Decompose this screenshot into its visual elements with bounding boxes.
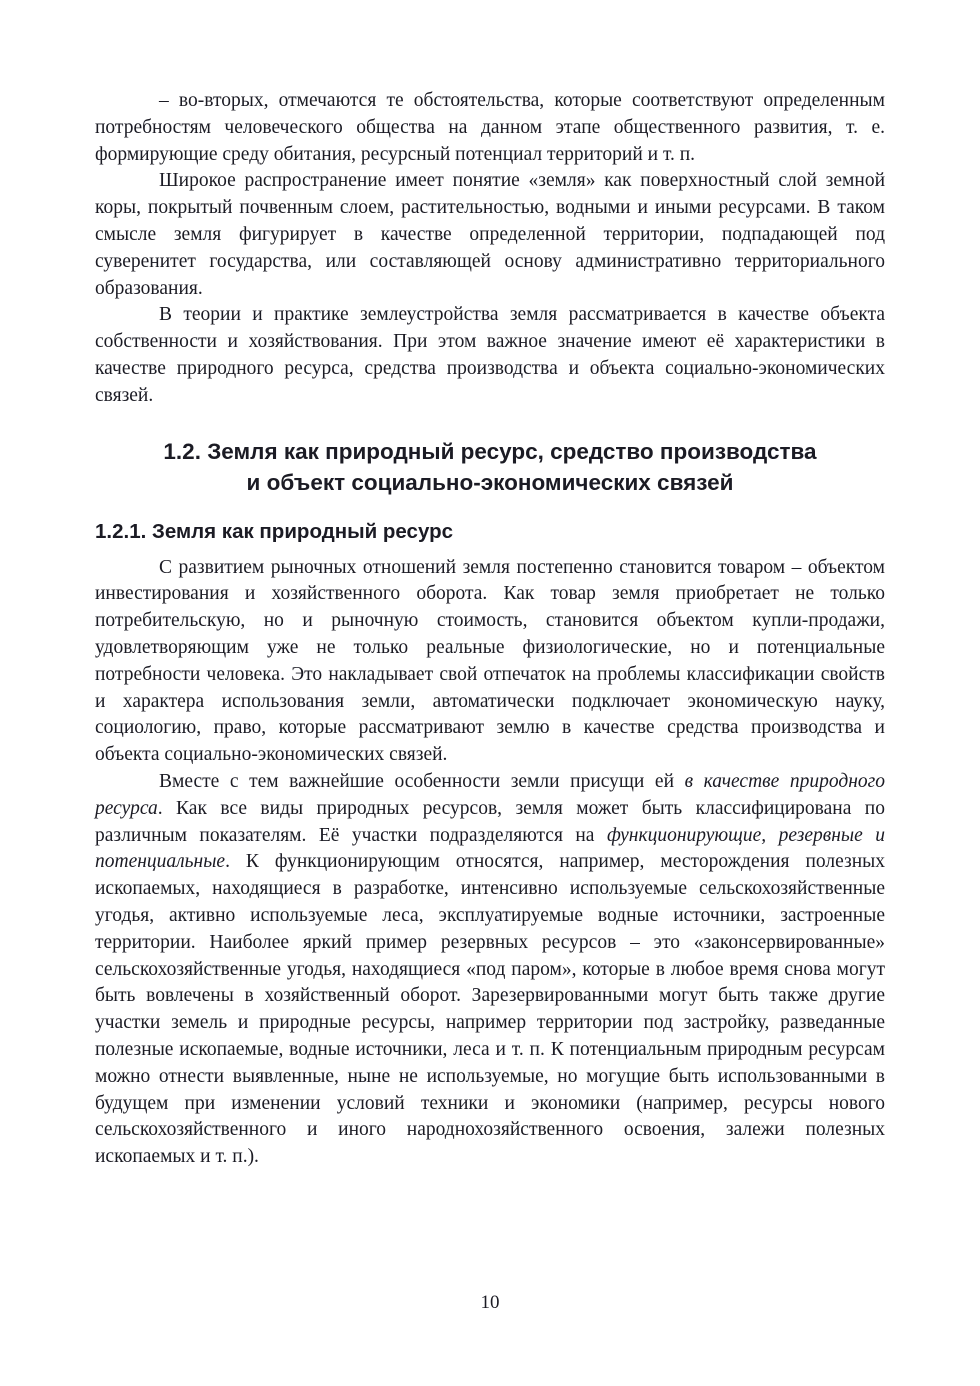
section-heading-line-1: 1.2. Земля как природный ресурс, средство производства (163, 438, 817, 464)
paragraph-5 (95, 769, 885, 1171)
section-heading (95, 436, 885, 498)
page-number: 10 (480, 1292, 500, 1313)
paragraph-3: В теории и практике землеустройства земля рассматривается в качестве объекта собственности и хозяйствования. При этом важное значение имеют её характеристики в качестве природного ресурса, средства производства и объекта социально-экономических связей. (95, 304, 885, 406)
paragraph-2: Широкое распространение имеет понятие «земля» как поверхностный слой земной коры, покрытый почвенным слоем, растительностью, водными и иными ресурсами. В таком смысле земля фигурирует в качестве определенной территории, подпадающей под суверенитет государства, или составляющей основу административно территориального образования. (95, 170, 885, 299)
paragraph-1: – во-вторых, отмечаются те обстоятельства, которые соответствуют определенным потребностям человеческого общества на данном этапе общественного развития, т. е. формирующие среду обитания, ресурсный потенциал территорий и т. п. (95, 90, 885, 165)
paragraph-5-text-2: . Как все виды природных ресурсов, земля может быть классифицирована по различным показателям. Её участки подразделяются на (95, 797, 885, 846)
paragraph-5-italic-1: в качестве природного ресурса (95, 770, 885, 819)
subsection-heading: 1.2.1. Земля как природный ресурс (95, 519, 454, 543)
page-content (95, 88, 885, 1171)
paragraph-4: С развитием рыночных отношений земля постепенно становится товаром – объектом инвестирования и хозяйственного оборота. Как товар земля приобретает не только потребительскую, но и рыночную стоимость, становится объектом купли-продажи, удовлетворяющим уже не только реальные физиологические, но и потенциальные потребности человека. Это накладывает свой отпечаток на проблемы классификации свойств и характера использования земли, автоматически подключает экономическую науку, социологию, право, которые рассматривают землю в качестве средства производства и объекта социально-экономических связей. (95, 556, 885, 766)
paragraph-5-italic-2: функционирующие, резервные и потенциальные (95, 824, 885, 873)
section-heading-line-2: и объект социально-экономических связей (246, 469, 734, 495)
paragraph-5-text-1: Вместе с тем важнейшие особенности земли присущи ей (159, 770, 685, 792)
paragraph-5-text-3: . К функционирующим относятся, например, месторождения полезных ископаемых, находящиеся в разработке, интенсивно используемые сельскохозяйственные угодья, активно используемые леса, эксплуатируемые водные источники, застроенные территории. Наиболее яркий пример резервных ресурсов – это «законсервированные» сельскохозяйственные угодья, находящиеся «под паром», которые в любое время снова могут быть вовлечены в хозяйственный оборот. Зарезервированными могут быть также другие участки земель и природные ресурсы, например территории под застройку, разведанные полезные ископаемые, водные источники, леса и т. п. К потенциальным природным ресурсам можно отнести выявленные, ныне не используемые, но могущие быть использованными в будущем при изменении условий техники и экономики (например, ресурсы нового сельскохозяйственного и иного народнохозяйственного освоения, залежи полезных ископаемых и т. п.). (95, 851, 885, 1168)
